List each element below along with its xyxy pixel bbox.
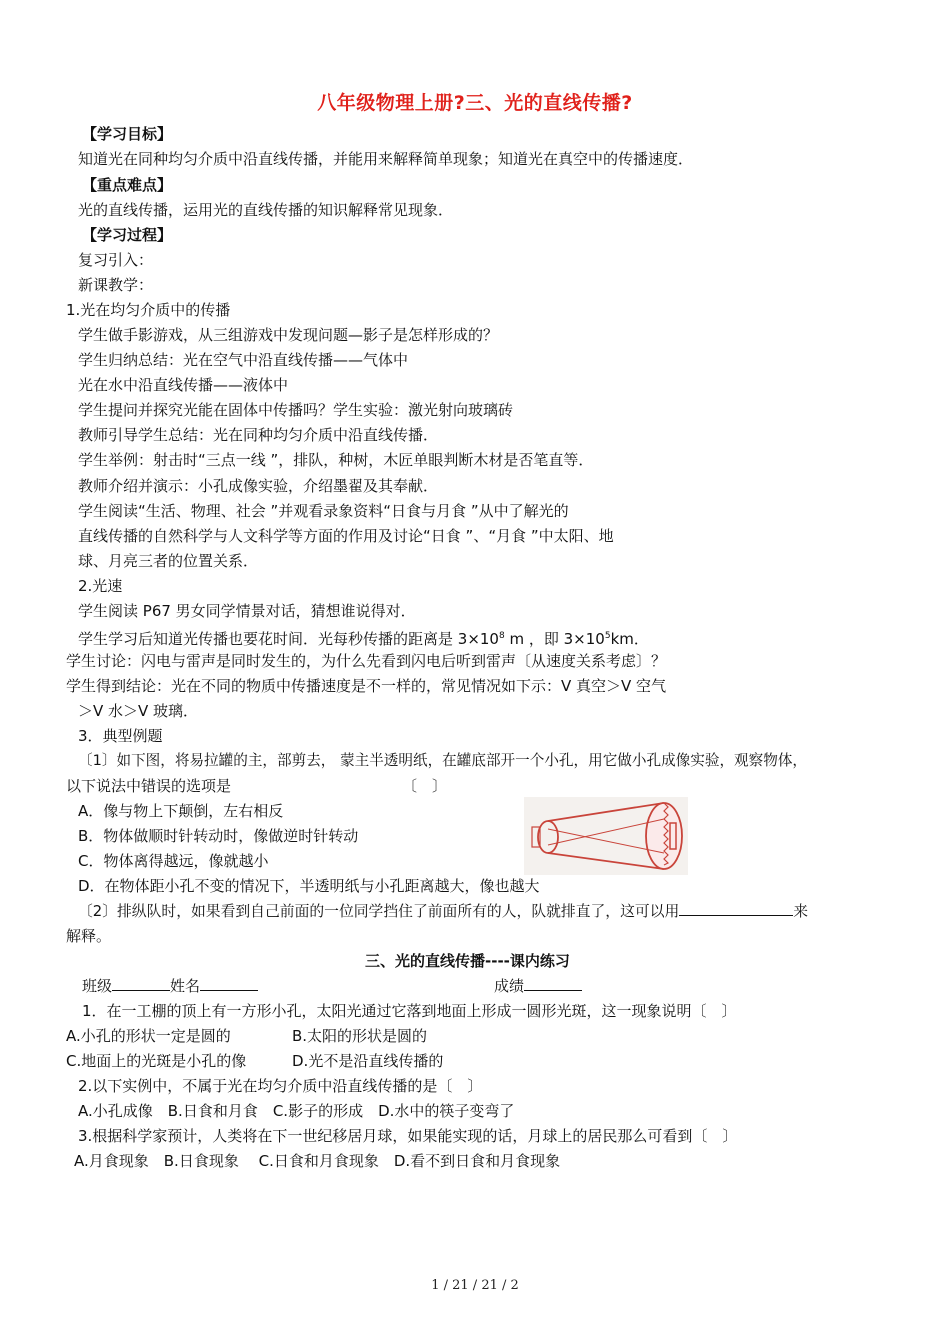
- section-1-line-6: 学生举例：射击时“三点一线 ”，排队，种树，木匠单眼判断木材是否笔直等．: [78, 451, 594, 469]
- section-1-line-8: 学生阅读“生活、物理、社会 ”并观看录象资料“日食与月食 ”从中了解光的: [78, 502, 569, 520]
- example-2-text-end: 来: [793, 903, 809, 920]
- example-1-option-b: B．物体做顺时针转动时，像做逆时针转动: [78, 827, 359, 845]
- section-1-line-4: 学生提问并探究光能在固体中传播吗？学生实验：激光射向玻璃砖: [78, 401, 514, 419]
- score-blank[interactable]: [524, 976, 582, 991]
- question-1: 1．在一工棚的顶上有一方形小孔，太阳光通过它落到地面上形成一圆形光斑，这一现象说明〔 〕: [82, 1002, 737, 1020]
- section-2-line-2: [78, 626, 649, 649]
- example-2-answer-blank[interactable]: [679, 901, 793, 916]
- question-1-option-c: C.地面上的光斑是小孔的像: [66, 1052, 247, 1070]
- example-1-line-2: 以下说法中错误的选项是: [66, 777, 232, 795]
- example-2-line-1: [78, 901, 808, 922]
- question-1-option-b: B.太阳的形状是圆的: [292, 1027, 428, 1045]
- heading-key-points: 【重点难点】: [82, 176, 173, 194]
- section-2-line-3: 学生讨论：闪电与雷声是同时发生的，为什么先看到闪电后听到雷声〔从速度关系考虑〕？: [66, 652, 667, 670]
- section-2-line-4: 学生得到结论：光在不同的物质中传播速度是不一样的，常见情况如下示：V 真空＞V 空气: [66, 677, 667, 695]
- heading-learning-goals: 【学习目标】: [82, 125, 173, 143]
- question-3-options: A.月食现象 B.日食现象 C.日食和月食现象 D.看不到日食和月食现象: [74, 1152, 561, 1170]
- example-1-option-d: D．在物体距小孔不变的情况下，半透明纸与小孔距离越大，像也越大: [78, 877, 540, 895]
- question-2-options: A.小孔成像 B.日食和月食 C.影子的形成 D.水中的筷子变弯了: [78, 1102, 515, 1120]
- learning-goals-text: 知道光在同种均匀介质中沿直线传播，并能用来解释简单现象；知道光在真空中的传播速度．: [78, 150, 694, 168]
- section-1-line-9: 直线传播的自然科学与人文科学等方面的作用及讨论“日食 ”、“月食 ”中太阳、地: [78, 527, 614, 545]
- question-3: 3.根据科学家预计，人类将在下一世纪移居月球，如果能实现的话，月球上的居民那么可看到〔 〕: [78, 1127, 738, 1145]
- example-1-option-a: A．像与物上下颠倒，左右相反: [78, 802, 284, 820]
- question-2: 2.以下实例中，不属于光在均匀介质中沿直线传播的是〔 〕: [78, 1077, 483, 1095]
- section-2-title: 2.光速: [78, 577, 123, 595]
- section-1-line-3: 光在水中沿直线传播——液体中: [78, 376, 289, 394]
- score-label: 成绩: [494, 977, 525, 995]
- example-2-line-2: 解释。: [66, 927, 112, 945]
- practice-title: 三、光的直线传播----课内练习: [365, 952, 570, 970]
- section-1-line-2: 学生归纳总结：光在空气中沿直线传播——气体中: [78, 351, 409, 369]
- key-points-text: 光的直线传播，运用光的直线传播的知识解释常见现象．: [78, 201, 454, 219]
- light-speed-text-a: 学生学习后知道光传播也要花时间．光每秒传播的距离是 3×10: [78, 630, 499, 648]
- light-speed-exponent-8: 8: [498, 631, 505, 641]
- heading-learning-process: 【学习过程】: [82, 226, 173, 244]
- light-speed-exponent-5: 5: [604, 631, 611, 641]
- example-1-line-1: 〔1〕如下图，将易拉罐的主，部剪去， 蒙主半透明纸，在罐底部开一个小孔，用它做小孔成像实验，观察物体，: [78, 752, 808, 769]
- page-footer: 1 / 21 / 21 / 2: [431, 1278, 519, 1293]
- class-name-score-line: [82, 976, 258, 996]
- example-1-option-c: C．物体离得越远，像就越小: [78, 852, 269, 870]
- section-3-title: 3．典型例题: [78, 727, 163, 745]
- section-2-line-1: 学生阅读 P67 男女同学情景对话，猜想谁说得对．: [78, 602, 416, 620]
- section-1-title: 1.光在均匀介质中的传播: [66, 301, 231, 319]
- section-1-line-7: 教师介绍并演示：小孔成像实验，介绍墨翟及其奉献．: [78, 477, 439, 495]
- question-1-option-a: A.小孔的形状一定是圆的: [66, 1027, 231, 1045]
- section-1-line-5: 教师引导学生总结：光在同种均匀介质中沿直线传播．: [78, 426, 439, 444]
- class-label: 班级: [82, 977, 113, 995]
- section-1-line-1: 学生做手影游戏，从三组游戏中发现问题—影子是怎样形成的？: [78, 326, 499, 344]
- name-label: 姓名: [170, 977, 201, 995]
- section-2-line-5: ＞V 水＞V 玻璃．: [78, 702, 199, 720]
- class-blank[interactable]: [112, 976, 170, 991]
- light-speed-text-b: m ，即 3×10: [504, 630, 605, 648]
- score-line: [494, 976, 582, 996]
- new-lesson: 新课教学：: [78, 276, 154, 294]
- review-intro: 复习引入：: [78, 251, 154, 269]
- section-1-line-10: 球、月亮三者的位置关系．: [78, 552, 259, 570]
- document-title: 八年级物理上册?三、光的直线传播?: [317, 92, 633, 114]
- pinhole-camera-figure: [524, 797, 688, 875]
- example-2-text: 〔2〕排纵队时，如果看到自己前面的一位同学挡住了前面所有的人，队就排直了，这可以用: [78, 903, 680, 920]
- question-1-option-d: D.光不是沿直线传播的: [292, 1052, 444, 1070]
- light-speed-text-c: km．: [610, 630, 649, 648]
- example-1-answer-bracket: 〔 〕: [402, 777, 448, 795]
- name-blank[interactable]: [200, 976, 258, 991]
